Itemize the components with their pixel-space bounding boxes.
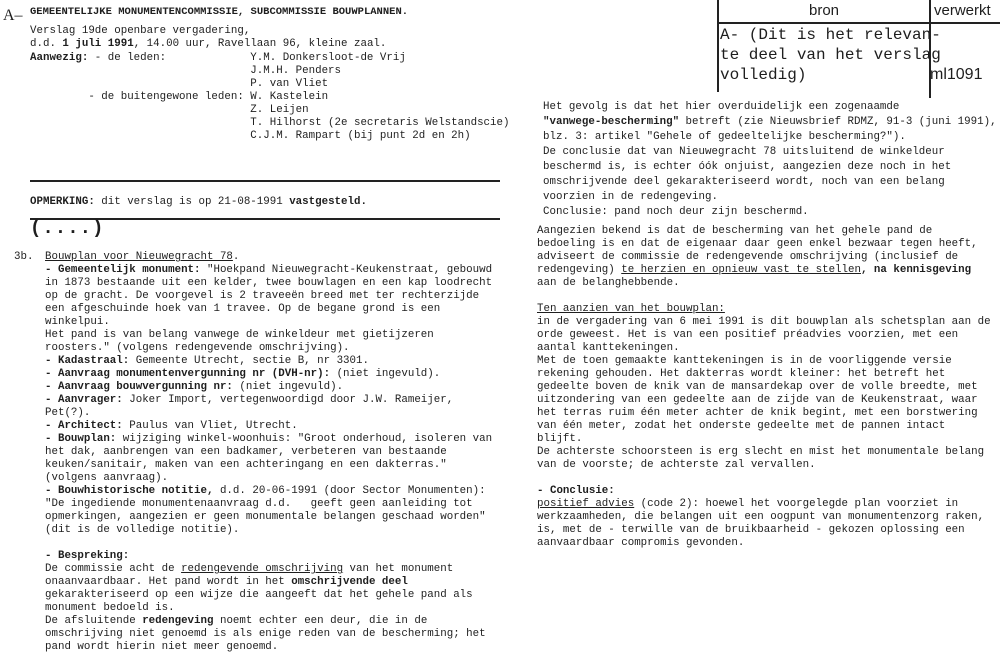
underlined-text: te herzien en opnieuw vast te stellen — [621, 264, 861, 276]
text-segment: Verslag 19de openbare vergadering, — [30, 25, 251, 37]
item-number: 3b. — [14, 251, 34, 263]
text-segment: Aangezien bekend is dat de bescherming van het gehele pand de — [537, 225, 933, 237]
text-line — [543, 160, 997, 175]
text-segment: in de vergadering van 6 mei 1991 is dit bouwplan als schetsplan aan de — [537, 316, 991, 328]
text-line — [45, 329, 492, 342]
text-segment — [537, 290, 543, 302]
text-line — [30, 65, 509, 78]
bold-text: - Architect: — [45, 420, 123, 432]
text-segment: d.d. — [30, 38, 63, 50]
text-segment: De achterste schoorsteen is erg slecht en mist het monumentale belang — [537, 446, 985, 458]
text-line — [45, 589, 492, 602]
text-segment: redengeving) — [537, 264, 622, 276]
text-line — [537, 303, 991, 316]
item-3b-body — [45, 251, 492, 654]
text-line — [45, 485, 492, 498]
text-line — [30, 91, 509, 104]
text-line — [543, 115, 997, 130]
text-line — [537, 251, 991, 264]
text-segment: P. van Vliet — [30, 78, 329, 90]
text-segment: gekarakteriseerd op een wijze die aangeeft dat het gehele pand als — [45, 589, 473, 601]
text-segment: Paulus van Vliet, Utrecht. — [122, 420, 298, 432]
text-segment: van het monument — [343, 563, 454, 575]
text-line — [45, 355, 492, 368]
text-segment: beschermd is, is echter óók onjuist, aangezien deze noch in het — [543, 161, 952, 173]
text-segment: De conclusie dat van Nieuwegracht 78 uitsluitend de winkeldeur — [543, 146, 945, 158]
text-line — [45, 407, 492, 420]
text-segment: De afsluitende — [45, 615, 143, 627]
underlined-text: redengevende omschrijving — [181, 563, 344, 575]
text-segment: noemt echter een deur, die in de — [213, 615, 428, 627]
bron-line: A- (Dit is het relevan- — [720, 26, 941, 44]
text-segment: - de buitengewone leden: W. Kastelein — [30, 91, 329, 103]
text-line — [45, 290, 492, 303]
text-segment: blijft. — [537, 433, 583, 445]
text-line — [45, 381, 492, 394]
text-segment: Z. Leijen — [30, 104, 309, 116]
remark — [30, 196, 367, 209]
text-segment — [45, 537, 51, 549]
text-line — [543, 100, 997, 115]
text-segment: C.J.M. Rampart (bij punt 2d en 2h) — [30, 130, 471, 142]
bold-text: - Bouwplan: — [45, 433, 117, 445]
bron-line: te deel van het verslag — [720, 46, 941, 64]
text-segment: van de voorste; de achterste zal vervallen. — [537, 459, 816, 471]
text-line — [45, 277, 492, 290]
text-segment: winkelpui. — [45, 316, 110, 328]
text-line — [45, 576, 492, 589]
text-line — [45, 498, 492, 511]
text-segment: omschrijving niet genoemd is als enige reden van de bescherming; het — [45, 628, 486, 640]
text-segment: keuken/sanitair, maken van een achteringang en een dakterras." — [45, 459, 447, 471]
text-segment: aanvaardbaar compromis gevonden. — [537, 537, 745, 549]
text-segment: - de leden: Y.M. Donkersloot-de Vrij — [88, 52, 406, 64]
bold-text: Aanwezig: — [30, 52, 89, 64]
text-segment: adviseert de commissie de redengevende omschrijving (inclusief de — [537, 251, 959, 263]
text-segment: is, met de - terwille van de bruikbaarheid - gekozen oplossing een — [537, 524, 965, 536]
text-line — [45, 472, 492, 485]
text-segment: orde geweest. Het is van een positief préadvies voorzien, met een — [537, 329, 959, 341]
text-segment: Het gevolg is dat het hier overduidelijk een zogenaamde — [543, 101, 900, 113]
table-header-divider — [717, 22, 1000, 24]
text-segment: wijziging winkel-woonhuis: "Groot onderhoud, isoleren van — [116, 433, 493, 445]
text-line — [45, 394, 492, 407]
text-line — [537, 537, 991, 550]
text-line — [45, 511, 492, 524]
divider — [30, 180, 500, 182]
attendees-list — [30, 52, 509, 143]
text-line — [45, 420, 492, 433]
text-line — [45, 537, 492, 550]
text-line — [537, 342, 991, 355]
text-line — [45, 524, 492, 537]
text-line — [537, 446, 991, 459]
text-line — [543, 175, 997, 190]
text-line — [537, 394, 991, 407]
text-segment: Conclusie: pand noch deur zijn beschermd. — [543, 206, 809, 218]
text-line — [537, 498, 991, 511]
text-segment: omschrijvende deel gekarakteriseerd wordt, noch van een belang — [543, 176, 945, 188]
text-segment: blz. 3: artikel "Gehele of gedeeltelijke bescherming?"). — [543, 131, 906, 143]
text-segment: Het pand is van belang vanwege de winkeldeur met gietijzeren — [45, 329, 434, 341]
text-segment: het terras ruim één meter achter de knik begint, met een borstwering — [537, 407, 978, 419]
text-line — [537, 225, 991, 238]
table-header-verwerkt: verwerkt — [934, 2, 991, 19]
bold-text: redengeving — [142, 615, 214, 627]
text-segment: van één meter, zodat het onderste gedeelte met de pannen intact — [537, 420, 946, 432]
text-line — [45, 602, 492, 615]
text-line — [543, 145, 997, 160]
omission-marker: (....) — [30, 217, 105, 239]
underlined-text: positief advies — [537, 498, 635, 510]
bold-text: - Aanvraag monumentenvergunning nr (DVH-nr): — [45, 368, 331, 380]
bold-text: vastgesteld. — [289, 196, 367, 208]
text-segment: monument bedoeld is. — [45, 602, 175, 614]
text-segment: (niet ingevuld). — [330, 368, 441, 380]
text-line — [30, 130, 509, 143]
text-segment: in 1873 bestaande uit een kelder, twee bouwlagen en een kap loodrecht — [45, 277, 493, 289]
text-line — [45, 459, 492, 472]
bron-line: volledig) — [720, 66, 807, 84]
text-line — [30, 38, 386, 51]
bold-text: omschrijvende deel — [291, 576, 408, 588]
text-line — [45, 615, 492, 628]
text-line — [45, 641, 492, 654]
text-segment: Met de toen gemaakte kanttekeningen is in de voorliggende versie — [537, 355, 952, 367]
text-line — [45, 251, 492, 264]
text-line — [537, 472, 991, 485]
bold-text: 1 juli 1991 — [62, 38, 134, 50]
text-line — [45, 628, 492, 641]
text-segment: (niet ingevuld). — [232, 381, 344, 393]
text-line — [537, 381, 991, 394]
text-segment: dit verslag is op 21-08-1991 — [94, 196, 290, 208]
text-segment: "Hoekpand Nieuwegracht-Keukenstraat, gebouwd — [200, 264, 493, 276]
text-line — [45, 433, 492, 446]
text-line — [537, 316, 991, 329]
text-segment: "De ingediende monumentenaanvraag d.d. geeft geen aanleiding tot — [45, 498, 473, 510]
text-line — [543, 130, 997, 145]
text-segment: d.d. 20-06-1991 (door Sector Monumenten): — [213, 485, 486, 497]
text-segment — [537, 472, 543, 484]
text-segment: De commissie acht de — [45, 563, 182, 575]
text-segment: (dit is de volledige notitie). — [45, 524, 240, 536]
text-line — [537, 264, 991, 277]
table-header-bron: bron — [808, 2, 840, 19]
text-segment: aantal kanttekeningen. — [537, 342, 680, 354]
bold-text: - Bespreking: — [45, 550, 130, 562]
margin-mark: A– — [3, 7, 23, 24]
text-segment: . — [232, 251, 240, 263]
text-segment: uitzondering van een gedeelte aan de zijde van de Keukenstraat, waar — [537, 394, 978, 406]
text-segment: T. Hilhorst (2e secretaris Welstandscie) — [30, 117, 510, 129]
text-segment: Pet(?). — [45, 407, 91, 419]
text-segment: het dak, aanbrengen van een badkamer, verbeteren van bestaande — [45, 446, 447, 458]
text-segment: , 14.00 uur, Ravellaan 96, kleine zaal. — [133, 38, 387, 50]
text-segment: (code 2): hoewel het voorgelegde plan voorziet in — [634, 498, 959, 510]
text-line — [537, 238, 991, 251]
text-line — [537, 290, 991, 303]
text-line — [45, 264, 492, 277]
text-line — [543, 190, 997, 205]
text-line — [45, 563, 492, 576]
text-segment: opmerkingen, aangezien er geen monumentale belangen geschaad worden" — [45, 511, 486, 523]
underlined-text: Bouwplan voor Nieuwegracht 78 — [45, 251, 233, 263]
bold-text: - Aanvraag bouwvergunning nr: — [45, 381, 233, 393]
text-segment: pand wordt hierin niet meer genoemd. — [45, 641, 279, 653]
text-segment: werkzaamheden, die belangen uit een oogpunt van monumentenzorg raken, — [537, 511, 985, 523]
text-segment: Joker Import, vertegenwoordigd door J.W. Rameijer, — [122, 394, 454, 406]
text-line — [537, 355, 991, 368]
bold-text: OPMERKING: — [30, 196, 95, 208]
text-line — [537, 277, 991, 290]
text-line — [537, 407, 991, 420]
text-line — [537, 368, 991, 381]
text-line — [30, 52, 509, 65]
text-line — [537, 420, 991, 433]
text-segment: aan de belanghebbende. — [537, 277, 680, 289]
text-line — [537, 485, 991, 498]
document-title: GEMEENTELIJKE MONUMENTENCOMMISSIE, SUBCOMMISSIE BOUWPLANNEN. — [30, 6, 409, 18]
text-line — [537, 511, 991, 524]
table-cell-verwerkt: ml1091 — [930, 66, 983, 83]
text-line — [30, 78, 509, 91]
text-line — [543, 205, 997, 220]
bold-text: "vanwege-bescherming" — [543, 116, 680, 128]
text-segment: rekening gehouden. Het dakterras wordt kleiner: het betreft het — [537, 368, 946, 380]
text-line — [45, 342, 492, 355]
text-line — [30, 104, 509, 117]
text-segment: op de gracht. De voorgevel is 2 traveeën breed met ter rechterzijde — [45, 290, 480, 302]
text-line — [45, 316, 492, 329]
text-line — [537, 524, 991, 537]
table-cell-bron — [720, 25, 941, 85]
text-line — [537, 433, 991, 446]
bold-text: - Gemeentelijk monument: — [45, 264, 201, 276]
text-segment: J.M.H. Penders — [30, 65, 342, 77]
text-segment: voorzien in de redengeving. — [543, 191, 718, 203]
text-line — [45, 368, 492, 381]
text-segment: Gemeente Utrecht, sectie B, nr 3301. — [129, 355, 369, 367]
bold-text: - Bouwhistorische notitie, — [45, 485, 214, 497]
text-segment: betreft (zie Nieuwsbrief RDMZ, 91-3 (juni 1991), — [679, 116, 997, 128]
bold-text: - Aanvrager: — [45, 394, 123, 406]
underlined-text: Ten aanzien van het bouwplan: — [537, 303, 725, 315]
text-line — [30, 25, 386, 38]
text-segment: gedeelte boven de knik van de mansardekap over de volle breedte, met — [537, 381, 978, 393]
protection-conclusion — [543, 100, 997, 220]
bold-text: - Conclusie: — [537, 485, 615, 497]
bold-text: , na kennisgeving — [860, 264, 972, 276]
text-segment: bedoeling is en dat de eigenaar daar geen enkel bezwaar tegen heeft, — [537, 238, 978, 250]
text-line — [30, 117, 509, 130]
advice-body — [537, 225, 991, 550]
text-line — [45, 446, 492, 459]
text-line — [45, 303, 492, 316]
text-line — [45, 550, 492, 563]
text-line — [537, 459, 991, 472]
text-segment: onaanvaardbaar. Het pand wordt in het — [45, 576, 292, 588]
text-segment: een afgeschuinde hoek van 1 travee. Op de begane grond is een — [45, 303, 441, 315]
text-line — [30, 196, 367, 209]
bold-text: - Kadastraal: — [45, 355, 130, 367]
text-segment: (volgens aanvraag). — [45, 472, 169, 484]
text-segment: roosters." (volgens redengevende omschrijving). — [45, 342, 350, 354]
text-line — [537, 329, 991, 342]
meeting-info — [30, 25, 386, 51]
